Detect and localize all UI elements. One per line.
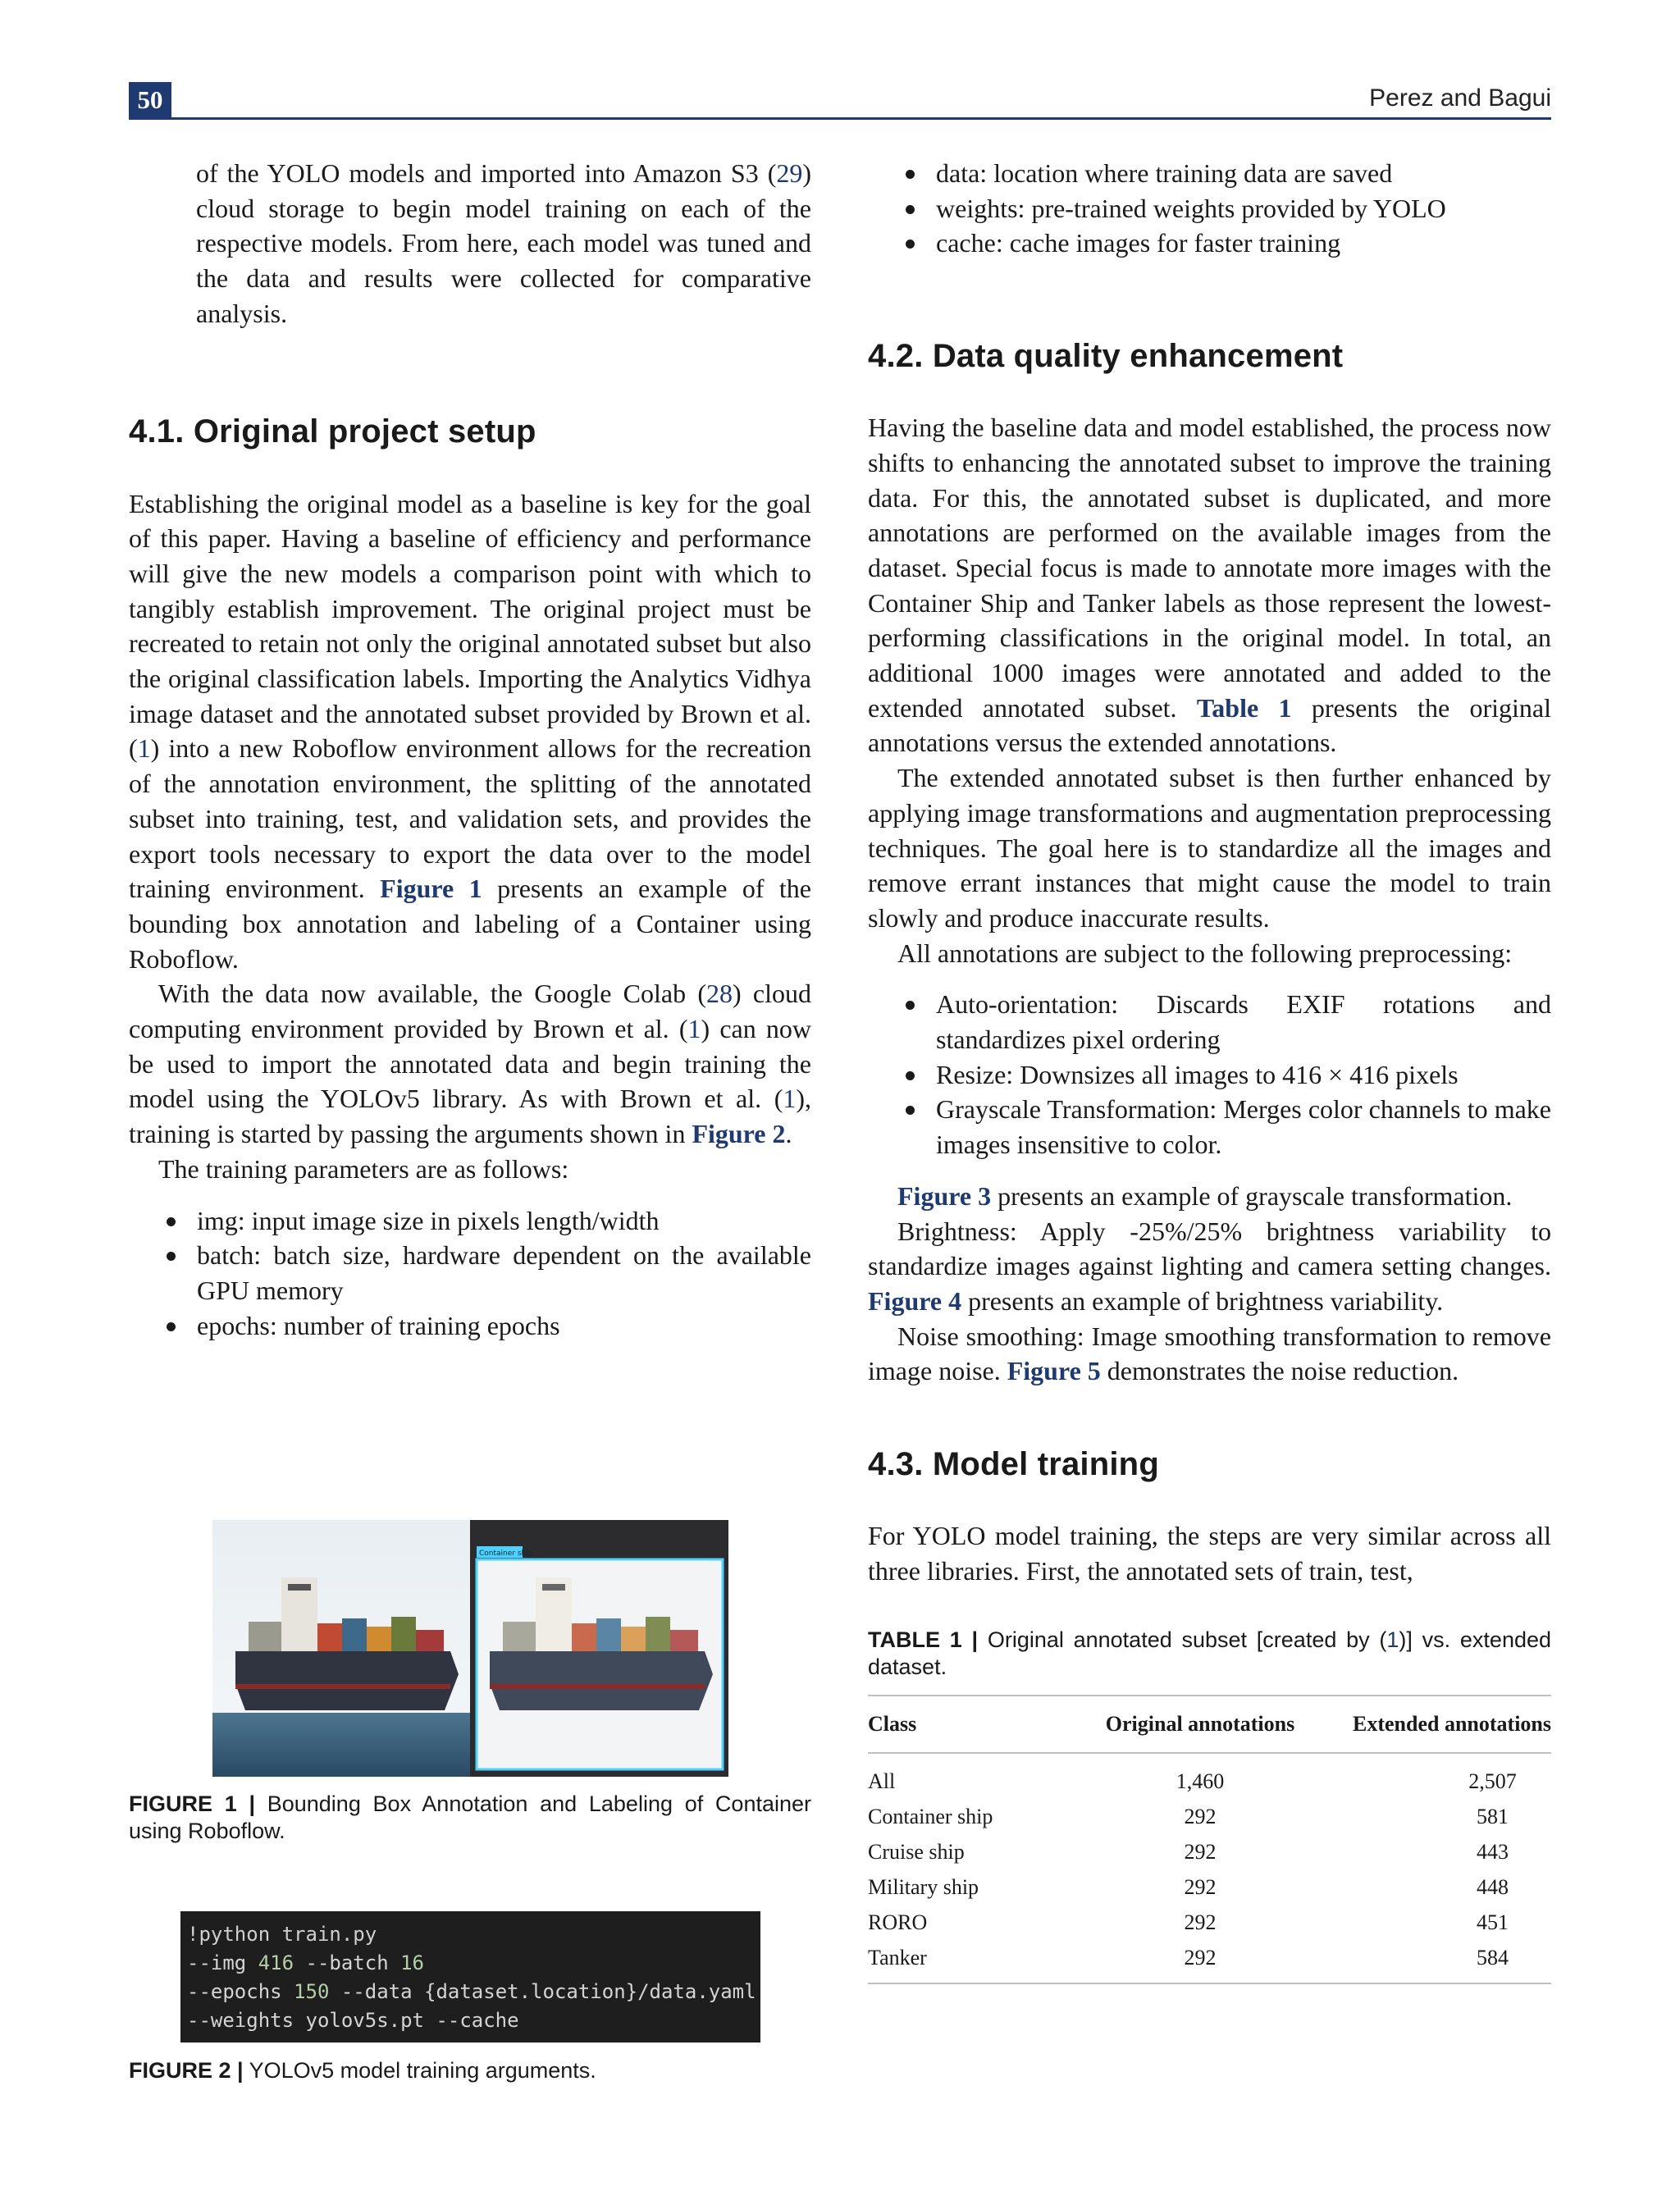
table-header: Original annotations bbox=[1105, 1711, 1295, 1736]
table-row bbox=[868, 1800, 1551, 1835]
params-list bbox=[129, 1203, 811, 1344]
running-head: Perez and Bagui bbox=[1369, 84, 1551, 112]
table-cell: Container ship bbox=[868, 1805, 993, 1828]
params-list-continued bbox=[868, 156, 1551, 261]
figure-5-link[interactable]: Figure 5 bbox=[1007, 1356, 1101, 1386]
table-cell: 292 bbox=[1184, 1805, 1217, 1828]
table-cell: 581 bbox=[1477, 1805, 1509, 1828]
table-cell: All bbox=[868, 1769, 896, 1793]
left-column bbox=[129, 156, 811, 1343]
paragraph-data-quality: Having the baseline data and model established, the process now shifts to enhancing the annotated subset to improve the training data. For this, the annotated subset is duplicated, and more annotations are performed on the available images from the dataset. Special focus is made to annotate more images with the Container Ship and Tanker labels as those represent the lowest-performing classifications in the original model. In total, an additional 1000 images were annotated and added to the extended annotated subset. Table 1 presents the original annotations versus the extended annotations. bbox=[868, 413, 1552, 758]
code-line: --weights yolov5s.pt --cache bbox=[187, 2009, 519, 2032]
table-cell: 1,460 bbox=[1176, 1769, 1225, 1793]
table-cell: Cruise ship bbox=[868, 1840, 965, 1864]
citation-link[interactable]: 1 bbox=[687, 1014, 701, 1044]
table-cell: 292 bbox=[1184, 1875, 1217, 1899]
figure-1-illustration bbox=[212, 1520, 728, 1777]
table-cell: 451 bbox=[1477, 1910, 1509, 1934]
paragraph-original-setup: Establishing the original model as a baseline is key for the goal of this paper. Having a baseline of efficiency and performance will give the new models a comparison point with which to tangibly establish improvement. The original project must be recreated to retain not only the original annotated subset but also the original classification labels. Importing the Analytics Vidhya image dataset and the annotated subset provided by Brown et al. (1) into a new Roboflow environment allows for the recreation of the annotation environment, the splitting of the annotated subset into training, test, and validation sets, and provides the export tools necessary to export the data over to the model training environment. Figure 1 presents an example of the bounding box annotation and labeling of a Container using Roboflow. bbox=[129, 488, 812, 974]
citation-link[interactable]: 1 bbox=[137, 733, 151, 764]
list-item: data: location where training data are saved bbox=[897, 156, 1551, 191]
list-item: batch: batch size, hardware dependent on the available GPU memory bbox=[158, 1238, 811, 1308]
table-row bbox=[868, 1941, 1551, 1983]
table-row bbox=[868, 1870, 1551, 1906]
table-row bbox=[868, 1835, 1551, 1870]
preprocessing-list bbox=[868, 987, 1551, 1162]
table-cell: 584 bbox=[1477, 1946, 1509, 1970]
table-cell: 292 bbox=[1184, 1840, 1217, 1864]
citation-link[interactable]: 29 bbox=[776, 158, 803, 188]
paragraph-noise: Noise smoothing: Image smoothing transformation to remove image noise. Figure 5 demonstrates the noise reduction. bbox=[868, 1321, 1551, 1386]
figure-3-link[interactable]: Figure 3 bbox=[897, 1180, 992, 1211]
table-cell: 292 bbox=[1184, 1910, 1217, 1934]
figure-1-caption: FIGURE 1 | Bounding Box Annotation and Labeling of Container using Roboflow. bbox=[129, 1791, 811, 1843]
table-cell: RORO bbox=[868, 1910, 928, 1934]
list-item: img: input image size in pixels length/width bbox=[158, 1203, 811, 1239]
code-line: !python train.py bbox=[187, 1923, 377, 1946]
table-cell: 2,507 bbox=[1468, 1769, 1517, 1793]
table-1 bbox=[868, 1695, 1551, 1984]
header-rule bbox=[129, 117, 1551, 120]
paragraph-grayscale: Figure 3 presents an example of grayscale transformation. bbox=[897, 1180, 1513, 1211]
right-column bbox=[868, 156, 1551, 1984]
citation-link[interactable]: 1 bbox=[783, 1084, 797, 1114]
list-item: weights: pre-trained weights provided by YOLO bbox=[897, 191, 1551, 226]
list-item: epochs: number of training epochs bbox=[158, 1308, 811, 1344]
table-row bbox=[868, 1906, 1551, 1941]
list-item: cache: cache images for faster training bbox=[897, 226, 1551, 261]
citation-link[interactable]: 28 bbox=[706, 979, 733, 1009]
paragraph-colab: With the data now available, the Google Colab (28) cloud computing environment provided by Brown et al. (1) can now be used to import the annotated data and begin training the model using the YOLOv5 library. As with Brown et al. (1), training is started by passing the arguments shown in Figure 2. bbox=[129, 979, 812, 1149]
list-item: Grayscale Transformation: Merges color channels to make images insensitive to color. bbox=[897, 1092, 1551, 1162]
table-1-link[interactable]: Table 1 bbox=[1196, 692, 1292, 723]
figure-2-caption: FIGURE 2 | YOLOv5 model training arguments. bbox=[129, 2058, 596, 2083]
section-4-3-title: 4.3. Model training bbox=[868, 1446, 1159, 1483]
section-4-2-title: 4.2. Data quality enhancement bbox=[868, 338, 1344, 375]
list-item: Resize: Downsizes all images to 416 × 416 pixels bbox=[897, 1057, 1551, 1093]
table-header: Class bbox=[868, 1711, 917, 1736]
table-1-caption: TABLE 1 | Original annotated subset [created by (1)] vs. extended dataset. bbox=[868, 1627, 1552, 1679]
figure-1-image bbox=[212, 1520, 728, 1777]
table-cell: Military ship bbox=[868, 1875, 979, 1899]
page-number: 50 bbox=[129, 82, 171, 118]
list-item: Auto-orientation: Discards EXIF rotations and standardizes pixel ordering bbox=[897, 987, 1551, 1057]
table-cell: 292 bbox=[1184, 1946, 1217, 1970]
figure-4-link[interactable]: Figure 4 bbox=[868, 1285, 962, 1316]
intro-paragraph: of the YOLO models and imported into Amazon S3 (29) cloud storage to begin model training on each of the respective models. From here, each model was tuned and the data and results were collected for comparative analysis. bbox=[196, 158, 811, 328]
paragraph-augmentation: The extended annotated subset is then further enhanced by applying image transformations and augmentation preprocessing techniques. The goal here is to standardize all the images and remove errant instances that might cause the model to train slowly and produce inaccurate results. bbox=[868, 763, 1551, 933]
section-4-1-title: 4.1. Original project setup bbox=[129, 413, 536, 450]
figure-2-link[interactable]: Figure 2 bbox=[692, 1119, 786, 1149]
paragraph-preprocessing-intro: All annotations are subject to the following preprocessing: bbox=[897, 938, 1513, 968]
table-cell: Tanker bbox=[868, 1946, 927, 1970]
paragraph-brightness: Brightness: Apply -25%/25% brightness variability to standardize images against lighting and camera setting changes. Figure 4 presents an example of brightness variability. bbox=[868, 1216, 1551, 1316]
figure-1-link[interactable]: Figure 1 bbox=[380, 874, 482, 904]
code-line: --epochs 150 --data {dataset.location}/data.yaml bbox=[187, 1980, 756, 2003]
annotation-label: Container ship bbox=[479, 1550, 533, 1558]
code-line: --img 416 --batch 16 bbox=[187, 1951, 425, 1974]
paragraph-params-intro: The training parameters are as follows: bbox=[158, 1153, 569, 1184]
table-header: Extended annotations bbox=[1353, 1711, 1551, 1736]
table-row bbox=[868, 1764, 1551, 1800]
citation-link[interactable]: 1 bbox=[1386, 1627, 1399, 1652]
table-cell: 443 bbox=[1477, 1840, 1509, 1864]
figure-2-code-block bbox=[180, 1911, 760, 2043]
table-cell: 448 bbox=[1477, 1875, 1509, 1899]
paragraph-model-training: For YOLO model training, the steps are very similar across all three libraries. First, the annotated sets of train, test, bbox=[868, 1521, 1551, 1586]
